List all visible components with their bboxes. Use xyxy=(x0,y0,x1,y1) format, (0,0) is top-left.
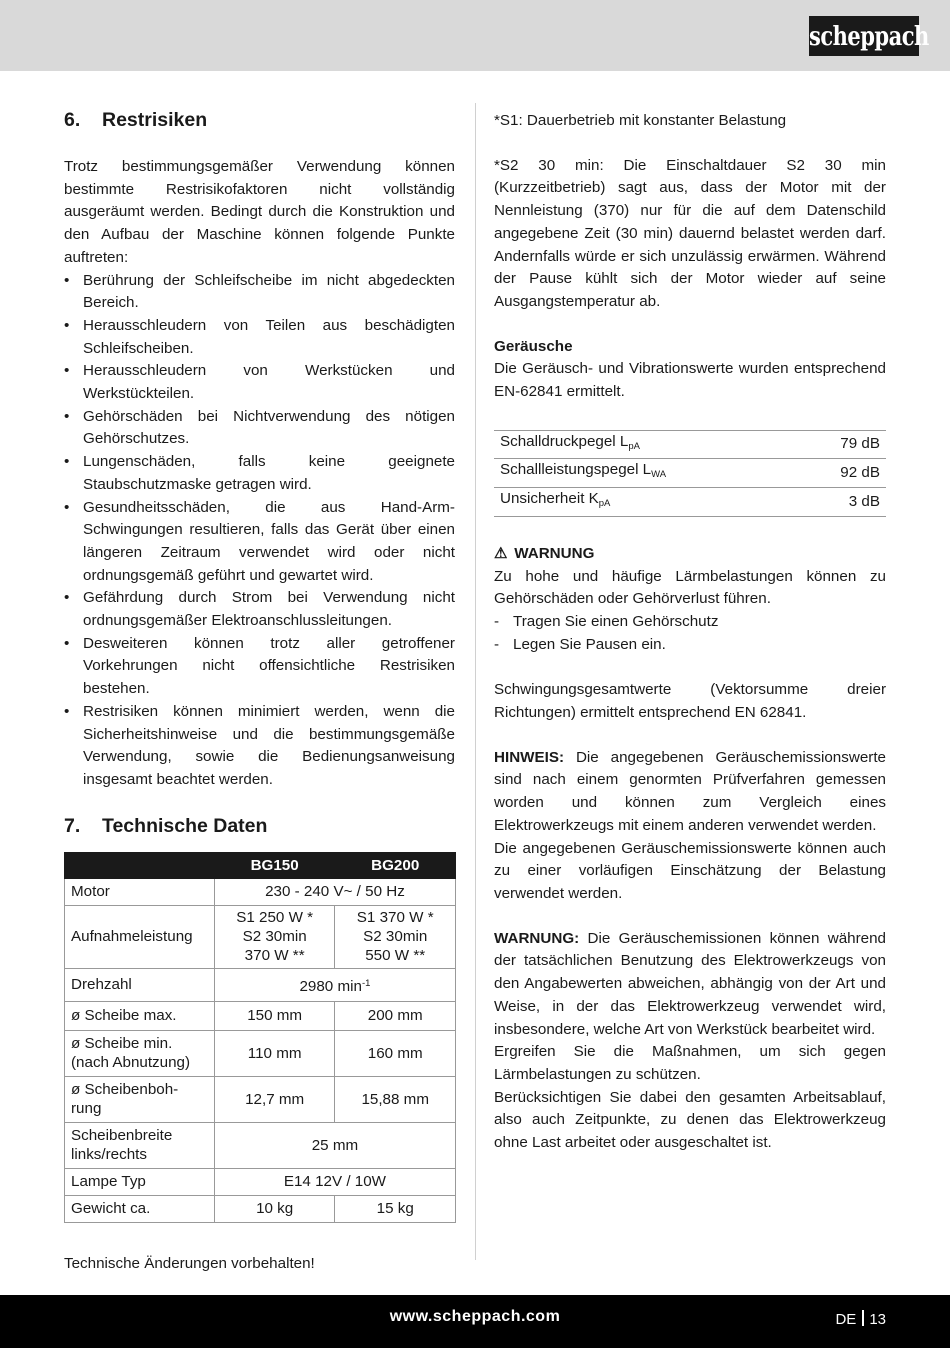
noise-table xyxy=(494,430,886,517)
warning-icon: ⚠ xyxy=(494,544,508,562)
header-bar xyxy=(0,0,950,71)
separator xyxy=(862,1310,864,1326)
list-item: - Legen Sie Pausen ein. xyxy=(494,634,886,657)
column-divider xyxy=(475,103,476,1260)
list-item: - Tragen Sie einen Gehörschutz xyxy=(494,611,886,634)
table-row: Unsicherheit $K_{pA}$ 3 dB xyxy=(494,488,886,517)
vibration-text: Schwingungsgesamtwerte (Vektorsumme dreier Richtungen) ermittelt entsprechend EN 62841. xyxy=(494,681,886,722)
list-item: • Berührung der Schleifscheibe im nicht abgedeckten Bereich. xyxy=(64,270,455,315)
table-row: Schallleistungspegel $L_{WA}$ 92 dB xyxy=(494,459,886,488)
table-row: Scheibenbreite links/rechts 25 mm xyxy=(65,1122,456,1168)
warning-2-paragraph-3: Berücksichtigen Sie dabei den gesamten Arbeitsablauf, also auch Zeitpunkte, zu denen das Elektrowerkzeug ohne Last arbeitet oder ausgeschaltet ist. xyxy=(494,1088,886,1152)
hint-paragraph: HINWEIS: Die angegebenen Geräuschemissionswerte sind nach einem genormten Prüfverfahren gemessen worden und können zum Vergleich eines Elektrowerkzeugs mit einem anderen verwendet werden. xyxy=(494,748,886,834)
section-7-heading: 7. Technische Daten xyxy=(64,814,268,837)
section-6-intro: Trotz bestimmungsgemäßer Verwendung können bestimmte Restrisikofaktoren nicht vollständig ausgeräumt werden. Bedingt durch die Konstruktion und den Aufbau der Maschine können folgende Punkte auftreten: xyxy=(64,158,455,266)
residual-risk-list xyxy=(64,270,455,792)
list-item: • Gehörschäden bei Nichtverwendung des nötigen Gehörschutzes. xyxy=(64,406,455,451)
list-item: • Desweiteren können trotz aller getroffener Vorkehrungen nicht offensichtliche Restrisiken bestehen. xyxy=(64,633,455,701)
warning-heading: ⚠ WARNUNG xyxy=(494,543,886,566)
website-link[interactable]: www.scheppach.com xyxy=(389,1308,561,1325)
list-item: • Herausschleudern von Teilen aus beschädigten Schleifscheiben. xyxy=(64,315,455,360)
table-row: ø Scheibe min. (nach Abnutzung) 110 mm 160 mm xyxy=(65,1030,456,1076)
warning-text: Zu hohe und häufige Lärmbelastungen können zu Gehörschäden oder Gehörverlust führen. xyxy=(494,567,886,608)
s2-note: *S2 30 min: Die Einschaltdauer S2 30 min (Kurzzeitbetrieb) sagt aus, dass der Motor mit der Nennleistung (370) nur für die auf dem Datenschild angegebene Zeit (30 min) dauernd belastet werden darf. Andernfalls würde er sich unzulässig erwärmen. Während der Pause kühlt sich der Motor wieder auf seine Ausgangstemperatur ab. xyxy=(494,156,886,310)
left-column xyxy=(64,106,455,1275)
table-row: ø Scheibenboh- rung 12,7 mm 15,88 mm xyxy=(65,1076,456,1122)
table-row: Motor 230 - 240 V~ / 50 Hz xyxy=(65,878,456,905)
warning-2-paragraph-2: Ergreifen Sie die Maßnahmen, um sich gegen Lärmbelastungen zu schützen. xyxy=(494,1043,886,1083)
list-item: • Gefährdung durch Strom bei Verwendung nicht ordnungsgemäßer Elektroanschlussleitungen. xyxy=(64,587,455,632)
page-number: DE 13 xyxy=(835,1311,886,1328)
noise-heading: Geräusche xyxy=(494,337,573,355)
table-row: Aufnahmeleistung S1 250 W * S2 30min 370 W ** S1 370 W * S2 30min 550 W ** xyxy=(65,905,456,968)
technical-data-table xyxy=(64,852,456,1223)
table-row xyxy=(65,852,456,878)
noise-text: Die Geräusch- und Vibrationswerte wurden entsprechend EN-62841 ermittelt. xyxy=(494,360,886,401)
section-6-heading: 6. Restrisiken xyxy=(64,109,208,131)
brand-logo: scheppach xyxy=(809,16,919,56)
list-item: • Gesundheitsschäden, die aus Hand-Arm- Schwingungen resultieren, falls das Gerät über einen längeren Zeitraum verwendet wird oder nicht ordnungsgemäß geführt und gewartet wird. xyxy=(64,497,455,588)
table-row: Schalldruckpegel $L_{pA}$ 79 dB xyxy=(494,430,886,459)
right-column xyxy=(494,110,886,1155)
s1-note: *S1: Dauerbetrieb mit konstanter Belastung xyxy=(494,112,787,129)
footer-bar xyxy=(0,1295,950,1348)
warning-2-paragraph: WARNUNG: Die Geräuschemissionen können während der tatsächlichen Benutzung des Elektrowerkzeugs von den Angabewerten abweichen, abhängig von der Art und Weise, in der das Elektrowerkzeug verwendet wird, insbesondere, welche Art von Werkstück bearbeitet wird. xyxy=(494,929,886,1038)
list-item: • Restrisiken können minimiert werden, wenn die Sicherheitshinweise und die bestimmungsgemäße Verwendung, sowie die Bedienungsanweisung insgesamt beachtet werden. xyxy=(64,701,455,792)
warning-list xyxy=(494,611,886,656)
table-row: ø Scheibe max. 150 mm 200 mm xyxy=(65,1001,456,1030)
list-item: • Lungenschäden, falls keine geeignete Staubschutzmaske getragen wird. xyxy=(64,451,455,496)
table-row: Gewicht ca. 10 kg 15 kg xyxy=(65,1195,456,1222)
hint-paragraph-2: Die angegebenen Geräuschemissionswerte können auch zu einer vorläufigen Einschätzung der Belastung verwendet werden. xyxy=(494,839,886,902)
list-item: • Herausschleudern von Werkstücken und Werkstückteilen. xyxy=(64,360,455,405)
table-header-bg150: BG150 xyxy=(214,852,335,878)
technical-changes-note: Technische Änderungen vorbehalten! xyxy=(64,1254,315,1272)
table-header-bg200: BG200 xyxy=(335,852,456,878)
table-row: Lampe Typ E14 12V / 10W xyxy=(65,1168,456,1195)
table-row: Drehzahl 2980 $\min^{-1}$ xyxy=(65,968,456,1001)
